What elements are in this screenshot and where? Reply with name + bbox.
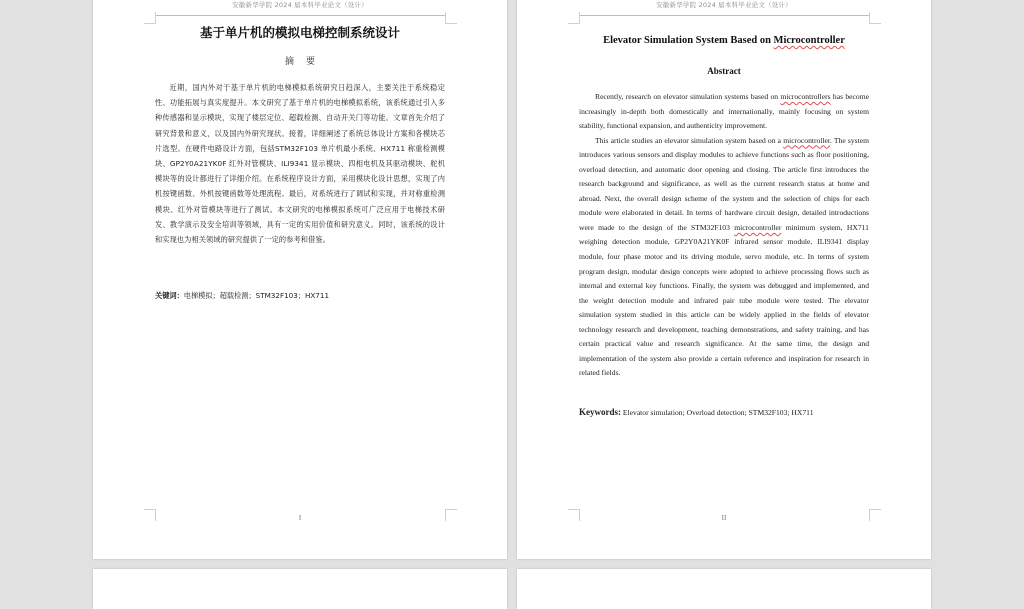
abstract-body-cn[interactable]: 近期，国内外对于基于单片机的电梯模拟系统研究日趋深入，主要关注于系统稳定性、功能拓展与真实度提升。本文研究了基于单片机的电梯模拟系统，该系统通过引入多种传感器和显示模块，实现了楼层定位、超载检测、自动开关门等功能。文章首先介绍了研究背景和意义，以及国内外研究现状。接着，详细阐述了系统总体设计方案和各模块芯片选型。在硬件电路设计方面，包括STM32F103 单片机最小系统、HX711 称重检测模块、GP2Y0A21YK0F 红外对管模块、ILI9341 显示模块、四相电机及其驱动模块、舵机模块等的设计都进行了详细介绍。在系统程序设计方面，采用模块化设计思想，实现了内机按键函数、外机按键函数等处理流程。最后，对系统进行了调试和实现，并对称重检测模块、红外对管模块等进行了测试。本文研究的电梯模拟系统可广泛应用于电梯技术研发、教学演示及安全培训等领域，具有一定的实用价值和研究意义。同时，该系统的设计和实现也为相关领域的研究提供了一定的参考和借鉴。	[155, 83, 445, 245]
thesis-title-cn[interactable]: 基于单片机的模拟电梯控制系统设计	[199, 25, 400, 40]
page-number: II	[721, 514, 727, 522]
header-rule	[579, 15, 869, 16]
keywords-text: 电梯模拟；超载检测；STM32F103；HX711	[183, 291, 330, 300]
keywords-text: Elevator simulation; Overload detection; STM32F103; HX711	[621, 408, 814, 417]
paragraph-text: Recently, research on elevator simulation systems based on	[595, 92, 781, 101]
page-3[interactable]	[93, 569, 507, 609]
header-rule	[155, 15, 445, 16]
keywords-label: 关键词：	[155, 291, 184, 300]
title-text: Elevator Simulation System Based on	[603, 35, 774, 46]
abstract-body-en[interactable]	[579, 90, 869, 381]
page-header: 安徽新华学院 2024 届本科毕业论文（设计）	[656, 1, 792, 9]
margin-corner-mark	[869, 12, 881, 24]
abstract-paragraph-2[interactable]	[579, 134, 869, 381]
paragraph-text: This article studies an elevator simulation system based on a	[595, 135, 784, 145]
spellcheck-flagged-word[interactable]: Microcontroller	[773, 35, 845, 46]
spellcheck-flagged-word[interactable]: microcontroller	[783, 135, 830, 145]
margin-corner-mark	[568, 12, 580, 24]
paragraph-text: minimum system, HX711 weighing detection module, GP2Y0A21YK0F infrared sensor module, ILI9341 display module, four phase motor and its driving module, servo module, etc. In terms of system program design, modular design concepts were adopted to achieve processing flows such as internal and external key functions. Finally, the system was debugged and implemented, and the weight detection module and infrared pair tube module were tested. The elevator simulation system studied in this article can be widely applied in the fields of elevator technology research and development, teaching demonstrations, and safety training, and has certain practical value and research significance. At the same time, the design and implementation of the system also provide a certain reference and inspiration for research in related fields.	[579, 222, 869, 378]
page-1[interactable]	[93, 0, 507, 559]
keywords-en[interactable]	[579, 407, 869, 417]
spellcheck-flagged-word[interactable]: microcontrollers	[780, 92, 831, 101]
page-header: 安徽新华学院 2024 届本科毕业论文（设计）	[232, 1, 368, 9]
abstract-heading-en[interactable]: Abstract	[707, 66, 741, 76]
abstract-heading-cn[interactable]: 摘要	[284, 57, 327, 67]
page-2[interactable]	[517, 0, 931, 559]
paragraph-text: . The system introduces various sensors and display modules to achieve functions such as floor positioning, overload detection, and automatic door opening and closing. The article first introduces the research background and significance, as well as the current research status at home and abroad. Next, the overall design scheme of the system and the selection of chips for each module were elaborated in detail. In terms of hardware circuit design, detailed introductions were made to the design of the STM32F103	[579, 135, 869, 232]
keywords-cn[interactable]	[155, 291, 445, 301]
page-4[interactable]	[517, 569, 931, 609]
page-number: I	[298, 514, 302, 522]
paragraph-text: has become increasingly in-depth both domestically and internationally, mainly focusing on system stability, functional expansion, and authenticity improvement.	[579, 92, 869, 131]
abstract-paragraph-1[interactable]	[579, 90, 869, 134]
keywords-label: Keywords:	[579, 407, 621, 417]
thesis-title-en[interactable]	[517, 35, 931, 46]
spellcheck-flagged-word[interactable]: microcontroller	[734, 222, 782, 232]
